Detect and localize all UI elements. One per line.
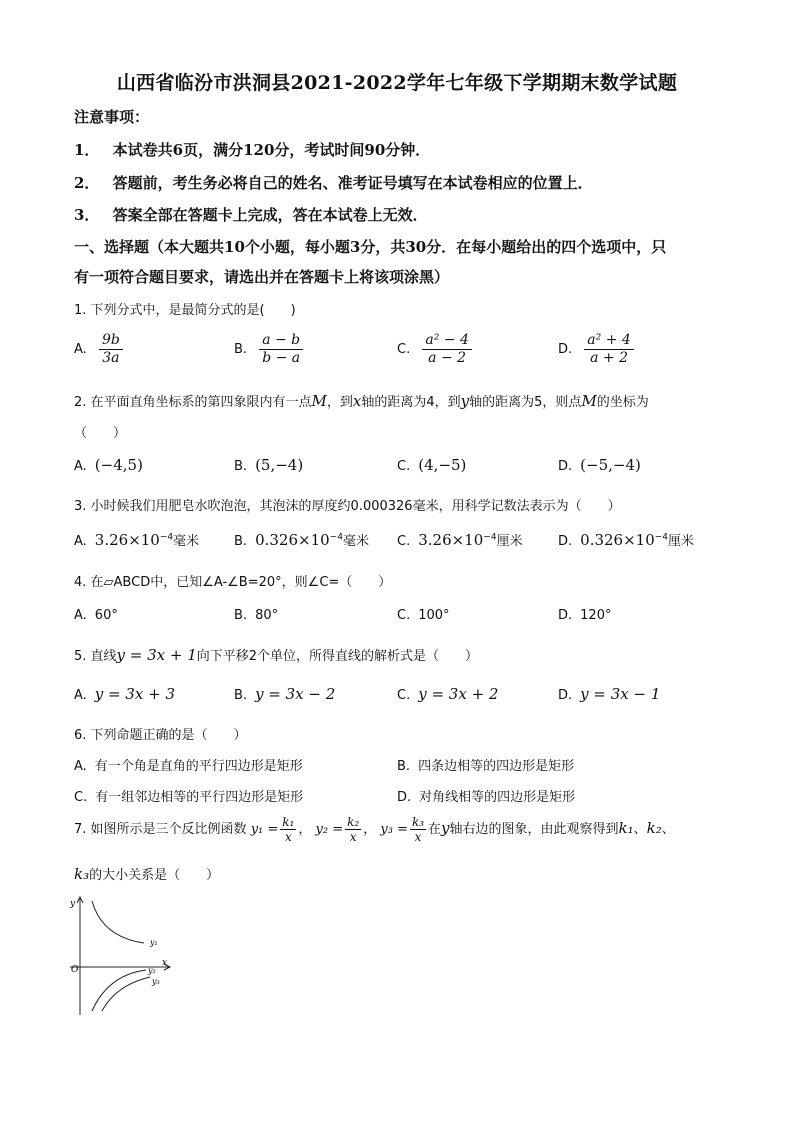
q5-option-d[interactable] (558, 685, 660, 703)
stem-text: 向下平移2个单位，所得直线的解析式是（ ） (196, 649, 479, 664)
stem-text: 的坐标为 (596, 395, 649, 410)
q4-option-b[interactable] (234, 608, 278, 623)
notice-num: 2． (74, 174, 100, 192)
option-label: B. (234, 459, 248, 474)
notice-text: 本试卷共6页，满分120分，考试时间90分钟． (112, 141, 431, 159)
option-value: y = 3x − 1 (580, 685, 661, 703)
q2-option-c[interactable] (397, 456, 466, 474)
option-label: A. (74, 534, 87, 549)
q1-option-a[interactable] (74, 332, 123, 367)
q1-option-c[interactable] (397, 332, 472, 367)
option-coef: 0.326×10 (255, 531, 330, 549)
q2-option-a[interactable] (74, 456, 143, 474)
math-var: k₃ (74, 865, 90, 883)
q6-option-b[interactable] (397, 755, 574, 774)
numerator: k₂ (347, 815, 360, 829)
option-value: y = 3x − 2 (255, 685, 336, 703)
option-label: D. (558, 534, 573, 549)
option-coef: 3.26×10 (418, 531, 484, 549)
notice-item-1 (74, 139, 430, 160)
notice-num: 1． (74, 141, 100, 159)
option-label: C. (74, 790, 88, 805)
math-lhs: y₃ = (380, 822, 408, 837)
option-label: B. (234, 608, 248, 623)
option-exp: −4 (329, 532, 343, 543)
math-var: k₁ (618, 819, 634, 837)
q1-option-d[interactable] (558, 332, 634, 367)
option-label: C. (397, 459, 411, 474)
section-heading-line1: 一、选择题（本大题共10个小题，每小题3分，共30分．在每小题给出的四个选项中，只 (74, 238, 667, 256)
denominator: a + 2 (590, 350, 628, 366)
option-label: D. (558, 608, 573, 623)
separator: 、 (661, 822, 675, 837)
option-value: 有一个角是直角的平行四边形是矩形 (94, 759, 303, 774)
option-exp: −4 (483, 532, 497, 543)
option-label: C. (397, 688, 411, 703)
q6-option-c[interactable] (74, 786, 303, 805)
option-label: C. (397, 342, 411, 357)
option-label: A. (74, 688, 87, 703)
math-var: k₂ (646, 819, 662, 837)
notice-item-3 (74, 204, 428, 225)
option-value: 对角线相等的四边形是矩形 (419, 790, 576, 805)
q4-option-c[interactable] (397, 608, 450, 623)
option-value: (−4,5) (94, 456, 143, 474)
option-label: D. (558, 688, 573, 703)
q3-option-a[interactable] (74, 530, 199, 549)
option-label: B. (234, 688, 248, 703)
stem-text: 轴右边的图象，由此观察得到 (449, 822, 619, 837)
stem-text: ，到 (326, 395, 353, 410)
option-value: (4,−5) (418, 456, 467, 474)
x-axis-label: x (162, 958, 168, 968)
stem-text: 2. 在平面直角坐标系的第四象限内有一点 (74, 395, 312, 410)
fraction (410, 815, 426, 844)
q3-option-b[interactable] (234, 530, 369, 549)
y-axis-label: y (70, 899, 76, 909)
option-exp: −4 (654, 532, 669, 543)
question-7-stem: 7. 如图所示是三个反比例函数 y₁ = $\frac{\text{k₁}}{x}$ ， y₂ = $\frac{\text{k₂}}{x}$ ， y₃ = $\frac{\text{k₃}}{x}$ 在y轴右边的图象，由此观察得到k₁、k₂、 (74, 815, 675, 844)
numerator: k₃ (411, 815, 425, 829)
question-5-stem (74, 645, 478, 664)
option-label: B. (397, 759, 411, 774)
denominator: a − 2 (428, 350, 467, 366)
q2-option-d[interactable] (558, 456, 641, 474)
numerator: k₁ (282, 815, 295, 829)
section-heading-line2: 有一项符合题目要求，请选出并在答题卡上将该项涂黑） (74, 268, 450, 286)
option-label: B. (234, 342, 248, 357)
option-value: 四条边相等的四边形是矩形 (418, 759, 575, 774)
notice-heading: 注意事项： (74, 108, 150, 126)
curve-label-y3: y₃ (152, 977, 160, 986)
q5-option-b[interactable] (234, 685, 335, 703)
q6-option-a[interactable] (74, 755, 303, 774)
math-var: M (311, 392, 327, 410)
option-value: (−5,−4) (580, 456, 641, 474)
denominator: 3a (102, 350, 120, 366)
math-lhs: y₂ = (315, 822, 344, 837)
option-label: A. (74, 759, 87, 774)
q1-option-b[interactable] (234, 332, 303, 367)
question-3-stem: 3. 小时候我们用肥皂水吹泡泡，其泡沫的厚度约0.000326毫米，用科学记数法表示为（ ） (74, 499, 621, 514)
fraction (259, 332, 303, 367)
option-coef: 3.26×10 (94, 531, 160, 549)
option-value: y = 3x + 2 (418, 685, 499, 703)
question-1-stem: 1. 下列分式中，是最简分式的是( ) (74, 303, 296, 318)
notice-text: 答题前，考生务必将自己的姓名、准考证号填写在本试卷相应的位置上． (112, 174, 593, 192)
option-label: D. (558, 459, 573, 474)
denominator: x (349, 830, 357, 844)
q3-option-d[interactable] (558, 530, 694, 549)
option-unit: 毫米 (342, 534, 369, 549)
option-value: 100° (418, 608, 450, 623)
numerator: a − b (259, 332, 303, 350)
q5-option-c[interactable] (397, 685, 498, 703)
numerator: 9b (99, 332, 123, 350)
math-lhs: y₁ = (250, 822, 279, 837)
denominator: x (414, 830, 422, 844)
fraction (99, 332, 123, 367)
fraction (345, 815, 361, 844)
option-label: D. (558, 342, 573, 357)
question-4-stem: 4. 在▱ABCD中，已知∠A-∠B=20°，则∠C=（ ） (74, 575, 392, 590)
option-label: C. (397, 608, 411, 623)
stem-text: 在 (428, 822, 442, 837)
page-title: 山西省临汾市洪洞县2021-2022学年七年级下学期期末数学试题 (116, 72, 678, 94)
fraction (584, 332, 634, 367)
option-label: A. (74, 608, 87, 623)
stem-text: 轴的距离为4，到 (361, 395, 461, 410)
math-expr: y = 3x + 1 (116, 646, 197, 664)
stem-text: 的大小关系是（ ） (89, 868, 220, 883)
notice-num: 3． (74, 206, 100, 224)
math-var: y (441, 819, 450, 837)
notice-text: 答案全部在答题卡上完成，答在本试卷上无效． (112, 206, 428, 224)
notice-item-2 (74, 172, 593, 193)
inverse-function-graph (66, 893, 176, 1018)
option-unit: 毫米 (173, 534, 200, 549)
option-value: 有一组邻边相等的平行四边形是矩形 (95, 790, 304, 805)
origin-label: O (71, 965, 79, 975)
option-value: 120° (580, 608, 612, 623)
q4-option-d[interactable] (558, 608, 611, 623)
numerator: a² − 4 (422, 332, 472, 350)
fraction (280, 815, 296, 844)
denominator: b − a (262, 350, 301, 366)
curve-y1 (92, 901, 144, 943)
option-label: D. (397, 790, 412, 805)
curve-y3 (102, 977, 150, 1011)
option-label: B. (234, 534, 248, 549)
fraction (422, 332, 472, 367)
option-value: 60° (94, 608, 118, 623)
numerator: a² + 4 (584, 332, 634, 350)
stem-text: 5. 直线 (74, 649, 117, 664)
separator: 、 (633, 822, 647, 837)
option-exp: −4 (159, 532, 174, 543)
option-label: A. (74, 342, 87, 357)
q6-option-d[interactable] (397, 786, 575, 805)
option-value: y = 3x + 3 (94, 685, 176, 703)
stem-text: 7. 如图所示是三个反比例函数 (74, 822, 247, 837)
curve-label-y1: y₁ (150, 938, 158, 947)
option-value: (5,−4) (255, 456, 304, 474)
option-unit: 厘米 (668, 534, 695, 549)
stem-text: 轴的距离为5，则点 (469, 395, 582, 410)
option-label: C. (397, 534, 411, 549)
q4-option-a[interactable] (74, 608, 118, 623)
question-6-stem: 6. 下列命题正确的是（ ） (74, 728, 247, 743)
option-value: 80° (255, 608, 279, 623)
question-2-stem (74, 391, 649, 410)
curve-label-y2: y₂ (148, 966, 156, 975)
math-var: y (460, 392, 470, 410)
math-var: M (581, 392, 597, 410)
math-var: x (352, 392, 362, 410)
option-unit: 厘米 (496, 534, 523, 549)
q2-option-b[interactable] (234, 456, 303, 474)
option-label: A. (74, 459, 87, 474)
denominator: x (284, 830, 292, 844)
q5-option-a[interactable] (74, 685, 175, 703)
option-coef: 0.326×10 (580, 531, 655, 549)
question-7-stem-cont (74, 864, 219, 883)
q3-option-c[interactable] (397, 530, 523, 549)
question-2-paren: （ ） (74, 426, 127, 441)
